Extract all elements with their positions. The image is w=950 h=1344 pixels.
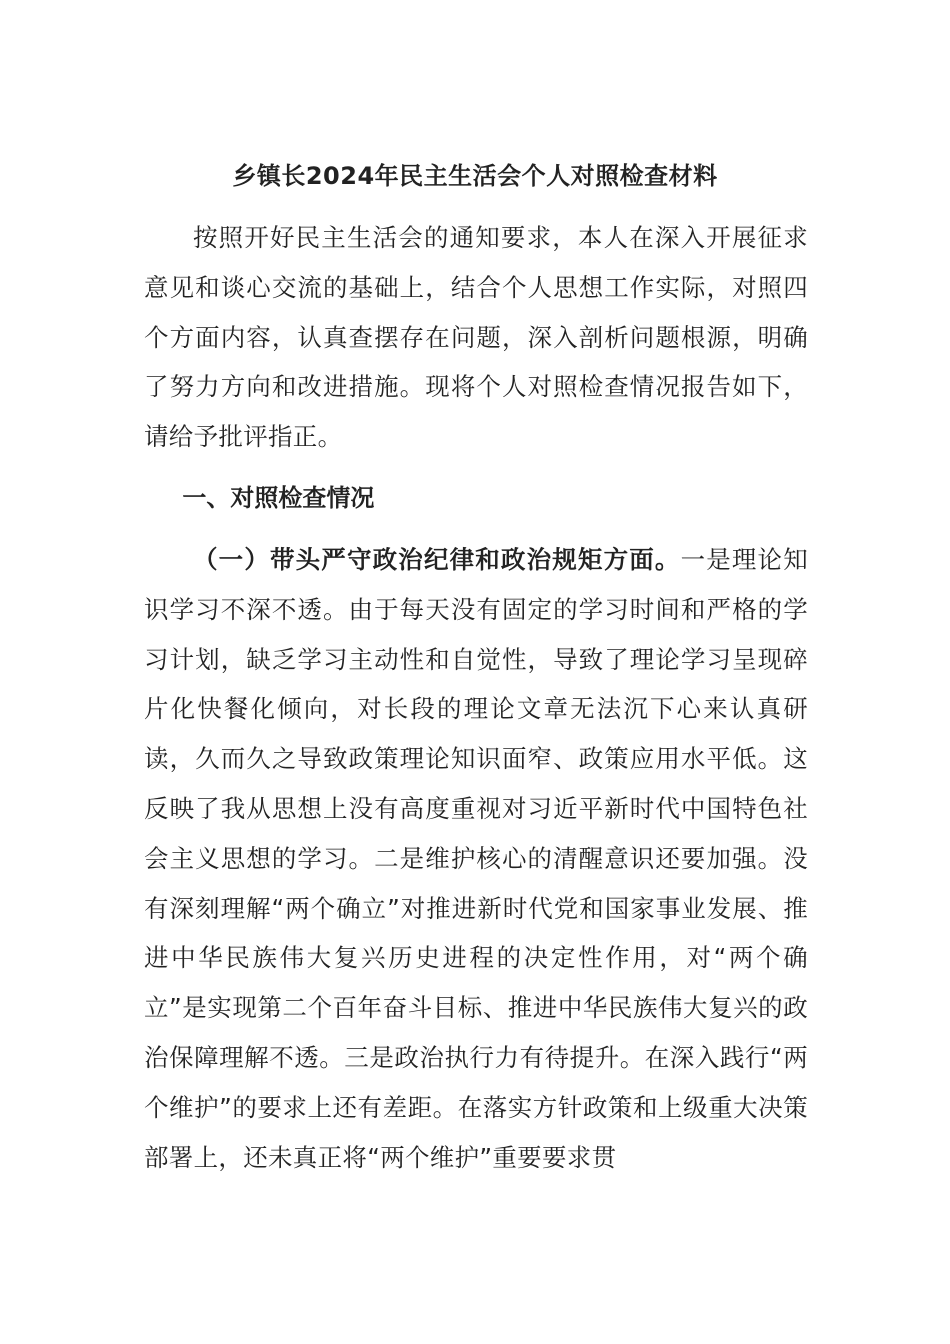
document-title: 乡镇长2024年民主生活会个人对照检查材料 <box>232 162 718 190</box>
section-1-paragraph <box>144 535 808 1182</box>
intro-paragraph: 按照开好民主生活会的通知要求，本人在深入开展征求意见和谈心交流的基础上，结合个人思想工作实际，对照四个方面内容，认真查摆存在问题，深入剖析问题根源，明确了努力方向和改进措施。现将个人对照检查情况报告如下，请给予批评指正。 <box>144 223 808 452</box>
section-heading-1: 一、对照检查情况 <box>182 484 375 512</box>
section-1-text: 一是理论知识学习不深不透。由于每天没有固定的学习时间和严格的学习计划，缺乏学习主动性和自觉性，导致了理论学习呈现碎片化快餐化倾向，对长段的理论文章无法沉下心来认真研读，久而久之导致政策理论知识面窄、政策应用水平低。这反映了我从思想上没有高度重视对习近平新时代中国特色社会主义思想的学习。二是维护核心的清醒意识还要加强。没有深刻理解“两个确立”对推进新时代党和国家事业发展、推进中华民族伟大复兴历史进程的决定性作用，对“两个确立”是实现第二个百年奋斗目标、推进中华民族伟大复兴的政治保障理解不透。三是政治执行力有待提升。在深入践行“两个维护”的要求上还有差距。在落实方针政策和上级重大决策部署上，还未真正将“两个维护”重要要求贯 <box>144 545 809 1172</box>
section-1-lead: （一）带头严守政治纪律和政治规矩方面。 <box>193 545 681 574</box>
